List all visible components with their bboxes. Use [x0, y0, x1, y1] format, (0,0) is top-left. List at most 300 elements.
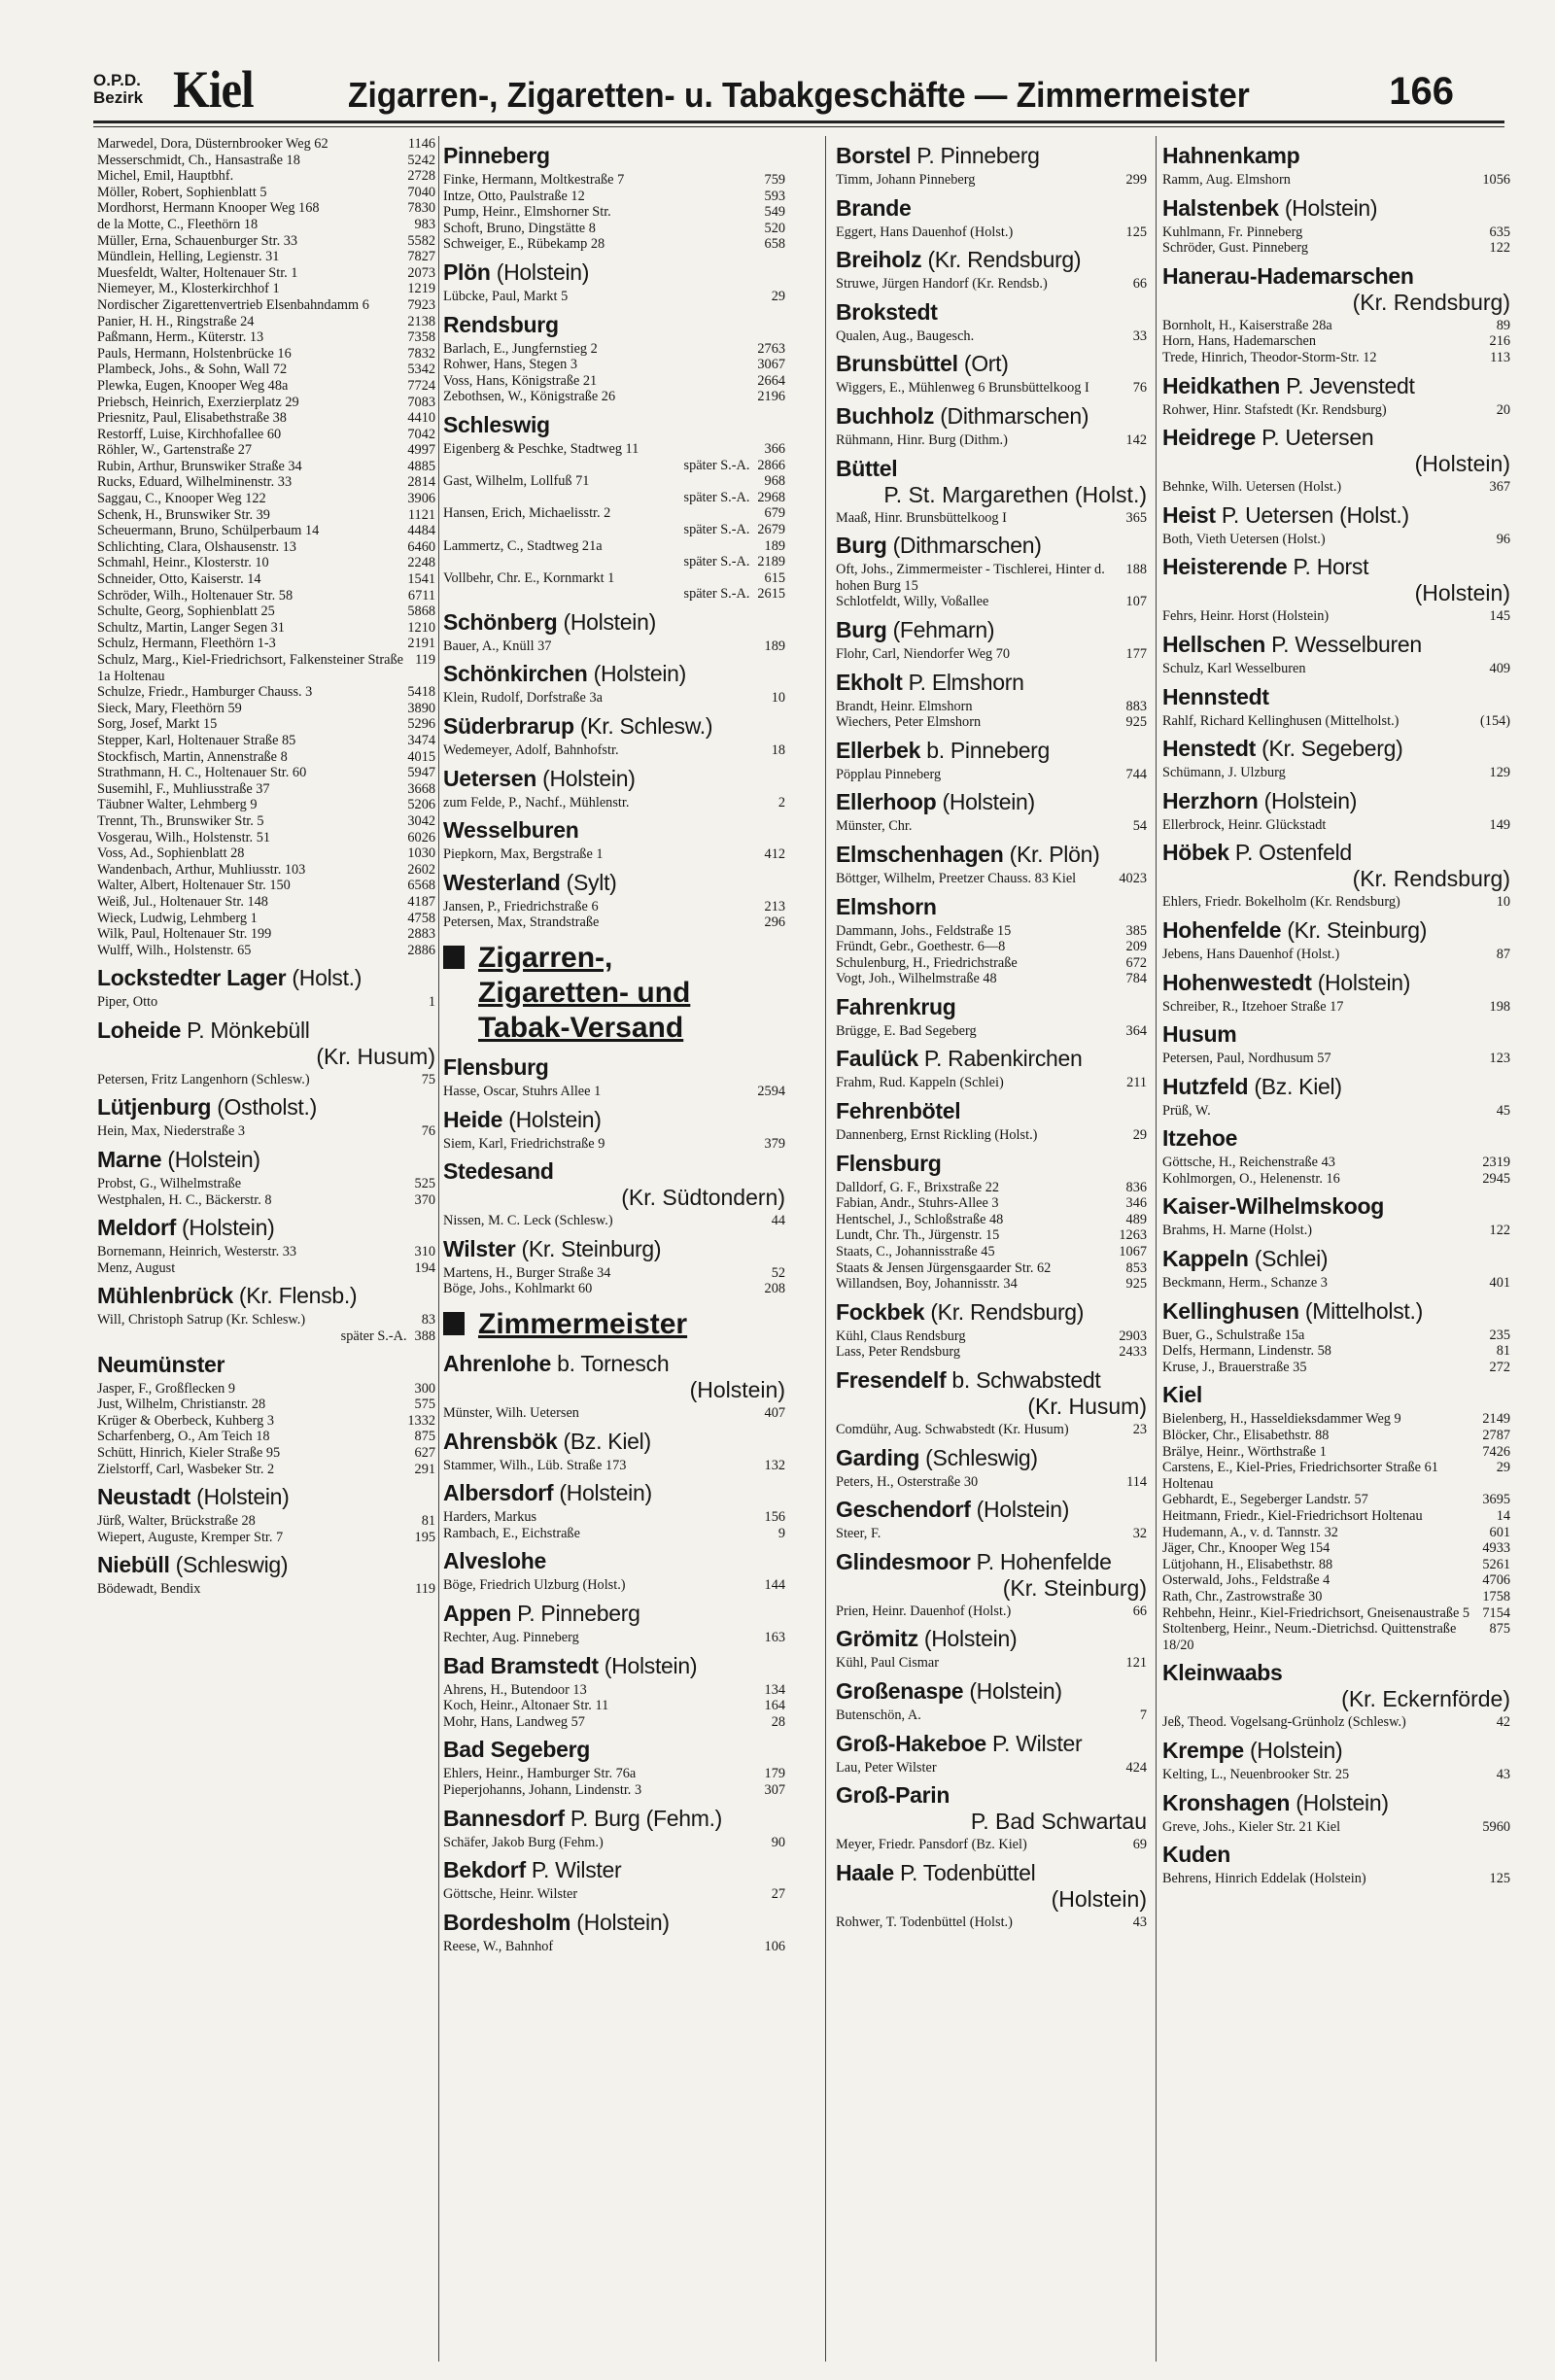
- entry-phone: 7832: [407, 345, 435, 362]
- place-heading: [443, 1856, 785, 1883]
- entry-text: Klein, Rudolf, Dorfstraße 3a: [443, 690, 603, 707]
- place-name: Kaiser-Wilhelmskoog: [1162, 1193, 1384, 1220]
- entry-text: Schlichting, Clara, Olshausenstr. 13: [97, 538, 296, 555]
- listing-entry: [443, 899, 785, 915]
- section-banner: [443, 1307, 785, 1342]
- place-region: (Holstein): [559, 1480, 652, 1506]
- place-heading: [443, 1157, 785, 1185]
- place-name: Flensburg: [443, 1054, 549, 1081]
- entry-phone: 5418: [407, 684, 435, 701]
- entry-text: Piepkorn, Max, Bergstraße 1: [443, 846, 604, 863]
- listing-entry: [97, 733, 435, 749]
- listing-entry: [443, 846, 785, 863]
- entry-phone: 7358: [407, 329, 435, 346]
- entry-text: Mordhorst, Hermann Knooper Weg 168: [97, 200, 320, 217]
- entry-text: Plambeck, Johs., & Sohn, Wall 72: [97, 362, 288, 378]
- entry-text: später S.-A.: [683, 554, 750, 570]
- place-region: (Kr. Plön): [1009, 841, 1100, 867]
- entry-phone: 122: [1489, 240, 1510, 257]
- listing-entry: [836, 1344, 1147, 1361]
- entry-phone: 520: [764, 220, 785, 236]
- place-region: (Holstein): [563, 608, 656, 635]
- place-heading: [443, 411, 785, 438]
- entry-text: Stepper, Karl, Holtenauer Straße 85: [97, 732, 296, 748]
- entry-text: Panier, H. H., Ringstraße 24: [97, 313, 255, 329]
- entry-text: Peters, H., Osterstraße 30: [836, 1473, 979, 1490]
- entry-phone: 549: [764, 204, 785, 221]
- listing-entry: [97, 491, 435, 507]
- entry-text: Hasse, Oscar, Stuhrs Allee 1: [443, 1084, 602, 1100]
- entry-phone: 5960: [1482, 1818, 1510, 1835]
- entry-text: Müller, Erna, Schauenburger Str. 33: [97, 232, 298, 249]
- place-name: Höbek: [1162, 840, 1229, 866]
- entry-text: Lau, Peter Wilster: [836, 1759, 937, 1776]
- listing-entry: [443, 1405, 785, 1422]
- entry-text: Staats & Jensen Jürgensgaarder Str. 62: [836, 1259, 1052, 1276]
- listing-entry: [836, 1655, 1147, 1672]
- entry-phone: 1067: [1119, 1244, 1147, 1260]
- place-name: Fockbek: [836, 1298, 925, 1325]
- entry-phone: 164: [764, 1698, 785, 1714]
- place-region: P. Burg (Fehm.): [570, 1805, 723, 1831]
- entry-text: Muesfeldt, Walter, Holtenauer Str. 1: [97, 264, 298, 281]
- entry-phone: 145: [1489, 608, 1510, 625]
- place-name: Faulück: [836, 1046, 918, 1072]
- entry-text: Will, Christoph Satrup (Kr. Schlesw.): [97, 1312, 306, 1328]
- entry-phone: 83: [421, 1312, 435, 1328]
- entry-phone: 291: [414, 1461, 435, 1477]
- place-heading: [443, 660, 785, 687]
- entry-phone: 412: [764, 846, 785, 863]
- place-heading: [443, 1736, 785, 1763]
- place-heading: [836, 1781, 1147, 1809]
- entry-phone: 853: [1125, 1259, 1147, 1276]
- place-region: (Holstein): [167, 1147, 260, 1173]
- listing-entry: [97, 716, 435, 733]
- column-1: [97, 136, 435, 2362]
- entry-text: Niemeyer, M., Klosterkirchhof 1: [97, 281, 280, 297]
- place-name: Bordesholm: [443, 1909, 571, 1935]
- listing-entry: [443, 189, 785, 205]
- entry-phone: 307: [764, 1781, 785, 1798]
- place-region-line2: (Kr. Südtondern): [621, 1185, 785, 1211]
- entry-phone: 883: [1125, 698, 1147, 714]
- listing-entry: [1162, 608, 1510, 625]
- entry-text: Bauer, A., Knüll 37: [443, 638, 552, 654]
- entry-phone: 106: [764, 1938, 785, 1954]
- place-region: (Holstein): [1317, 969, 1411, 995]
- listing-entry: [1162, 1171, 1510, 1188]
- entry-phone: 5947: [407, 765, 435, 781]
- entry-phone: 310: [414, 1244, 435, 1260]
- column-2: [443, 136, 785, 2362]
- entry-phone: 7724: [407, 377, 435, 394]
- banner-text: Zimmermeister: [478, 1308, 688, 1340]
- listing-entry: [443, 914, 785, 931]
- listing-entry: [443, 522, 785, 538]
- banner-square-icon: [443, 946, 465, 969]
- place-heading: [443, 765, 785, 792]
- place-region: (Dithmarschen): [940, 402, 1089, 429]
- listing-entry: [97, 168, 435, 185]
- entry-phone: 2138: [407, 313, 435, 329]
- listing-entry: [1162, 224, 1510, 241]
- entry-text: Scheuermann, Bruno, Schülperbaum 14: [97, 523, 320, 539]
- entry-phone: 20: [1496, 401, 1510, 418]
- entry-text: Kelting, L., Neuenbrooker Str. 25: [1162, 1766, 1350, 1782]
- place-name: Hutzfeld: [1162, 1073, 1249, 1099]
- entry-text: Oft, Johs., Zimmermeister - Tischlerei, Hinter d. hohen Burg 15: [836, 562, 1105, 594]
- place-region: (Holstein): [542, 765, 636, 791]
- entry-text: Willandsen, Boy, Johannisstr. 34: [836, 1276, 1018, 1293]
- entry-text: Nissen, M. C. Leck (Schlesw.): [443, 1213, 613, 1229]
- entry-text: Westphalen, H. C., Bäckerstr. 8: [97, 1191, 272, 1208]
- entry-phone: 9: [778, 1525, 785, 1541]
- header-rule: [93, 121, 1504, 123]
- entry-phone: 29: [1132, 1127, 1147, 1144]
- place-name: Glindesmoor: [836, 1548, 971, 1574]
- entry-phone: 1121: [407, 506, 435, 523]
- place-name: Heist: [1162, 501, 1216, 528]
- entry-phone: 2615: [757, 586, 785, 603]
- listing-entry: [1162, 1343, 1510, 1360]
- listing-entry: [97, 329, 435, 346]
- entry-phone: 2814: [407, 474, 435, 491]
- listing-entry: [443, 441, 785, 458]
- entry-text: Flohr, Carl, Niendorfer Weg 70: [836, 645, 1011, 662]
- entry-text: Ahrens, H., Butendoor 13: [443, 1681, 587, 1698]
- entry-phone: 875: [1489, 1621, 1510, 1638]
- listing-entry: [1162, 479, 1510, 496]
- entry-text: Wiechers, Peter Elmshorn: [836, 714, 982, 731]
- entry-phone: 388: [414, 1328, 435, 1345]
- entry-phone: 2248: [407, 555, 435, 571]
- place-heading: [97, 1214, 435, 1241]
- entry-phone: 14: [1496, 1508, 1510, 1524]
- column-divider: [438, 136, 439, 2362]
- place-region: (Fehmarn): [892, 616, 995, 642]
- listing-entry: [836, 1474, 1147, 1491]
- place-region: P. Wilster: [531, 1857, 622, 1883]
- entry-phone: 1: [428, 994, 435, 1011]
- entry-phone: 3067: [757, 357, 785, 373]
- place-name: Mühlenbrück: [97, 1283, 233, 1309]
- place-name: Wilster: [443, 1235, 516, 1261]
- place-heading: [836, 246, 1147, 273]
- place-name: Hennstedt: [1162, 683, 1269, 709]
- entry-text: Saggau, C., Knooper Weg 122: [97, 491, 266, 507]
- place-heading: [836, 1150, 1147, 1177]
- entry-phone: 69: [1132, 1837, 1147, 1853]
- listing-entry: [97, 797, 435, 813]
- place-region: b. Schwabstedt: [951, 1367, 1101, 1393]
- entry-text: später S.-A.: [683, 489, 750, 505]
- entry-phone: 370: [414, 1191, 435, 1208]
- entry-phone: 5868: [407, 604, 435, 620]
- entry-text: Paßmann, Herm., Küterstr. 13: [97, 329, 264, 346]
- place-heading: [836, 1730, 1147, 1757]
- entry-phone: 627: [414, 1445, 435, 1461]
- place-region: (Mittelholst.): [1304, 1297, 1423, 1324]
- place-name: Henstedt: [1162, 736, 1257, 762]
- entry-phone: 296: [764, 914, 785, 931]
- place-region: (Kr. Steinburg): [521, 1235, 662, 1261]
- listing-entry: [97, 830, 435, 846]
- place-name: Ekholt: [836, 669, 903, 695]
- listing-entry: [97, 588, 435, 604]
- entry-phone: 364: [1125, 1022, 1147, 1039]
- entry-text: Eigenberg & Peschke, Stadtweg 11: [443, 440, 639, 457]
- entry-text: Just, Wilhelm, Christianstr. 28: [97, 1397, 266, 1413]
- listing-entry: [1162, 333, 1510, 350]
- entry-text: Bornemann, Heinrich, Westerstr. 33: [97, 1244, 297, 1260]
- listing-entry: [836, 1260, 1147, 1277]
- listing-entry: [1162, 1767, 1510, 1783]
- listing-entry: [836, 923, 1147, 940]
- listing-entry: [443, 570, 785, 587]
- entry-text: Brügge, E. Bad Segeberg: [836, 1022, 977, 1039]
- entry-phone: 7923: [407, 296, 435, 313]
- listing-entry: [97, 217, 435, 233]
- place-heading: [1162, 553, 1510, 580]
- entry-text: Petersen, Fritz Langenhorn (Schlesw.): [97, 1071, 310, 1087]
- listing-entry: [836, 328, 1147, 345]
- entry-text: Stoltenberg, Heinr., Neum.-Dietrichsd. Quittenstraße 18/20: [1162, 1621, 1457, 1653]
- entry-text: Kruse, J., Brauerstraße 35: [1162, 1359, 1307, 1375]
- listing-entry: [443, 341, 785, 358]
- entry-phone: 2945: [1482, 1170, 1510, 1187]
- entry-phone: 1210: [407, 619, 435, 636]
- place-region-line2: (Holstein): [1414, 451, 1510, 477]
- place-heading: [1162, 1381, 1510, 1408]
- place-name: Kuden: [1162, 1842, 1231, 1868]
- entry-phone: 7154: [1482, 1604, 1510, 1621]
- entry-phone: 366: [764, 440, 785, 457]
- entry-phone: 6026: [407, 829, 435, 845]
- place-name: Ellerbek: [836, 737, 921, 763]
- entry-text: Wiepert, Auguste, Kremper Str. 7: [97, 1529, 284, 1545]
- entry-text: Finke, Hermann, Moltkestraße 7: [443, 172, 625, 188]
- entry-phone: 983: [414, 216, 435, 232]
- entry-text: Schreiber, R., Itzehoer Straße 17: [1162, 998, 1344, 1015]
- listing-entry: [443, 1281, 785, 1297]
- place-name: Elmshorn: [836, 893, 937, 919]
- entry-text: Rahlf, Richard Kellinghusen (Mittelholst.): [1162, 712, 1400, 729]
- entry-text: Schenk, H., Brunswiker Str. 39: [97, 506, 270, 523]
- listing-entry: [443, 1630, 785, 1646]
- entry-phone: 122: [1489, 1223, 1510, 1239]
- entry-text: Möller, Robert, Sophienblatt 5: [97, 184, 267, 200]
- entry-text: Wandenbach, Arthur, Muhliusstr. 103: [97, 861, 306, 878]
- listing-entry: [443, 357, 785, 373]
- listing-entry: [97, 636, 435, 652]
- entry-text: Koch, Heinr., Altonaer Str. 11: [443, 1698, 609, 1714]
- entry-phone: 601: [1489, 1524, 1510, 1540]
- entry-phone: 28: [771, 1713, 785, 1730]
- listing-entry: [443, 795, 785, 811]
- entry-text: Kühl, Claus Rendsburg: [836, 1328, 966, 1344]
- place-region: b. Tornesch: [557, 1351, 670, 1376]
- listing-entry: [97, 749, 435, 766]
- entry-phone: 107: [1125, 594, 1147, 610]
- entry-phone: 2319: [1482, 1155, 1510, 1171]
- entry-phone: 6568: [407, 878, 435, 894]
- place-heading: [1162, 683, 1510, 710]
- listing-entry: [97, 249, 435, 265]
- listing-entry: [97, 314, 435, 330]
- entry-text: Böttger, Wilhelm, Preetzer Chauss. 83 Kiel: [836, 870, 1077, 886]
- entry-text: Bödewadt, Bendix: [97, 1581, 201, 1598]
- entry-phone: 2196: [757, 389, 785, 405]
- place-region: P. Rabenkirchen: [923, 1046, 1083, 1072]
- place-name: Garding: [836, 1444, 920, 1470]
- entry-phone: 2189: [757, 554, 785, 570]
- entry-phone: 4885: [407, 458, 435, 474]
- listing-entry: [836, 939, 1147, 955]
- entry-text: Susemihl, F., Muhliusstraße 37: [97, 780, 270, 797]
- listing-entry: [97, 862, 435, 879]
- entry-phone: 1541: [407, 571, 435, 588]
- entry-phone: 1332: [407, 1412, 435, 1429]
- entry-phone: 2787: [1482, 1428, 1510, 1444]
- entry-text: Rohwer, Hinr. Stafstedt (Kr. Rendsburg): [1162, 401, 1387, 418]
- listing-entry: [443, 1526, 785, 1542]
- listing-entry: [97, 1072, 435, 1088]
- place-name: Stedesand: [443, 1158, 554, 1185]
- listing-entry: [97, 459, 435, 475]
- entry-phone: 10: [771, 690, 785, 707]
- entry-phone: 5206: [407, 797, 435, 813]
- entry-text: Schmahl, Heinr., Klosterstr. 10: [97, 555, 269, 571]
- place-name: Plön: [443, 259, 491, 285]
- entry-phone: 409: [1489, 660, 1510, 676]
- entry-phone: 6711: [407, 587, 435, 604]
- entry-phone: 3668: [407, 780, 435, 797]
- place-region: (Sylt): [566, 869, 617, 895]
- listing-entry: [97, 1413, 435, 1430]
- place-region-line2: (Holstein): [1051, 1885, 1147, 1912]
- place-name: Halstenbek: [1162, 194, 1279, 221]
- entry-phone: 216: [1489, 333, 1510, 350]
- listing-entry: [1162, 1360, 1510, 1376]
- place-name: Hohenwestedt: [1162, 969, 1312, 995]
- listing-entry: [836, 1707, 1147, 1724]
- place-heading: [443, 1350, 785, 1377]
- listing-entry: [1162, 1328, 1510, 1344]
- place-region: P. Uetersen: [1261, 425, 1374, 451]
- entry-phone: 29: [771, 288, 785, 304]
- entry-text: Jäger, Chr., Knooper Weg 154: [1162, 1540, 1330, 1557]
- entry-text: Wulff, Wilh., Holstenstr. 65: [97, 942, 252, 958]
- place-name: Pinneberg: [443, 143, 550, 168]
- place-region: (Holstein): [942, 789, 1035, 815]
- place-heading: [443, 1479, 785, 1506]
- entry-text: Schulte, Georg, Sophienblatt 25: [97, 604, 275, 620]
- place-region-line2: (Holstein): [689, 1377, 785, 1402]
- entry-phone: 2866: [757, 457, 785, 473]
- page-number: 166: [1389, 70, 1454, 113]
- listing-entry: [97, 911, 435, 927]
- place-region: P. Horst: [1293, 554, 1369, 580]
- place-heading: [443, 712, 785, 740]
- listing-entry: [97, 1397, 435, 1413]
- listing-entry: [1162, 1411, 1510, 1428]
- place-heading: [836, 616, 1147, 643]
- listing-entry: [97, 701, 435, 717]
- listing-entry: [443, 1766, 785, 1782]
- place-name: Appen: [443, 1600, 512, 1626]
- listing-entry: [443, 1835, 785, 1851]
- entry-phone: 7042: [407, 426, 435, 442]
- listing-entry: [443, 742, 785, 759]
- place-region: (Kr. Rendsburg): [927, 247, 1082, 273]
- place-name: Haale: [836, 1859, 894, 1885]
- entry-text: Bielenberg, H., Hasseldieksdammer Weg 9: [1162, 1411, 1401, 1428]
- entry-text: Struwe, Jürgen Handorf (Kr. Rendsb.): [836, 276, 1048, 293]
- entry-phone: 5242: [407, 152, 435, 168]
- place-region: P. Hohenfelde: [976, 1548, 1112, 1574]
- listing-entry: [443, 1509, 785, 1526]
- entry-text: Jebens, Hans Dauenhof (Holst.): [1162, 946, 1340, 962]
- entry-text: Greve, Johs., Kieler Str. 21 Kiel: [1162, 1818, 1341, 1835]
- place-name: Fehrenbötel: [836, 1098, 961, 1124]
- entry-phone: 6460: [407, 538, 435, 555]
- listing-entry: [1162, 240, 1510, 257]
- place-region: (Schlei): [1254, 1246, 1329, 1272]
- listing-entry: [836, 767, 1147, 783]
- place-heading: [836, 350, 1147, 377]
- entry-phone: 2664: [757, 372, 785, 389]
- entry-text: Schneider, Otto, Kaiserstr. 14: [97, 571, 261, 588]
- entry-text: Münster, Wilh. Uetersen: [443, 1405, 579, 1421]
- place-name: Bekdorf: [443, 1857, 526, 1883]
- entry-text: Gast, Wilhelm, Lollfuß 71: [443, 473, 590, 490]
- listing-entry: [1162, 172, 1510, 189]
- entry-text: Bornholt, H., Kaiserstraße 28a: [1162, 317, 1332, 333]
- place-heading: [1162, 969, 1510, 996]
- place-heading: [1162, 1073, 1510, 1100]
- entry-phone: 3695: [1482, 1492, 1510, 1508]
- listing-entry: [443, 389, 785, 405]
- place-heading: [97, 1351, 435, 1378]
- entry-phone: 2728: [407, 168, 435, 185]
- listing-entry: [836, 432, 1147, 449]
- entry-text: Rechter, Aug. Pinneberg: [443, 1629, 579, 1645]
- place-region: (Holstein): [593, 661, 687, 687]
- entry-text: zum Felde, P., Nachf., Mühlenstr.: [443, 794, 630, 811]
- entry-phone: 2: [778, 794, 785, 811]
- listing-entry: [1162, 1871, 1510, 1887]
- place-name: Groß-Hakeboe: [836, 1730, 986, 1756]
- place-heading: [97, 1017, 435, 1044]
- listing-entry: [443, 554, 785, 570]
- place-heading: [836, 1548, 1147, 1575]
- listing-entry: [836, 699, 1147, 715]
- entry-phone: 195: [414, 1529, 435, 1545]
- entry-phone: 401: [1489, 1275, 1510, 1292]
- listing-entry: [836, 224, 1147, 241]
- place-region: (Kr. Flensb.): [238, 1283, 358, 1309]
- listing-entry: [97, 765, 435, 781]
- listing-entry: [97, 346, 435, 362]
- listing-entry: [836, 1328, 1147, 1345]
- entry-text: Meyer, Friedr. Pansdorf (Bz. Kiel): [836, 1837, 1027, 1853]
- listing-entry: [1162, 1428, 1510, 1444]
- entry-text: Plewka, Eugen, Knooper Weg 48a: [97, 377, 289, 394]
- listing-entry: [836, 871, 1147, 887]
- listing-entry: [1162, 894, 1510, 911]
- listing-entry: [836, 1227, 1147, 1244]
